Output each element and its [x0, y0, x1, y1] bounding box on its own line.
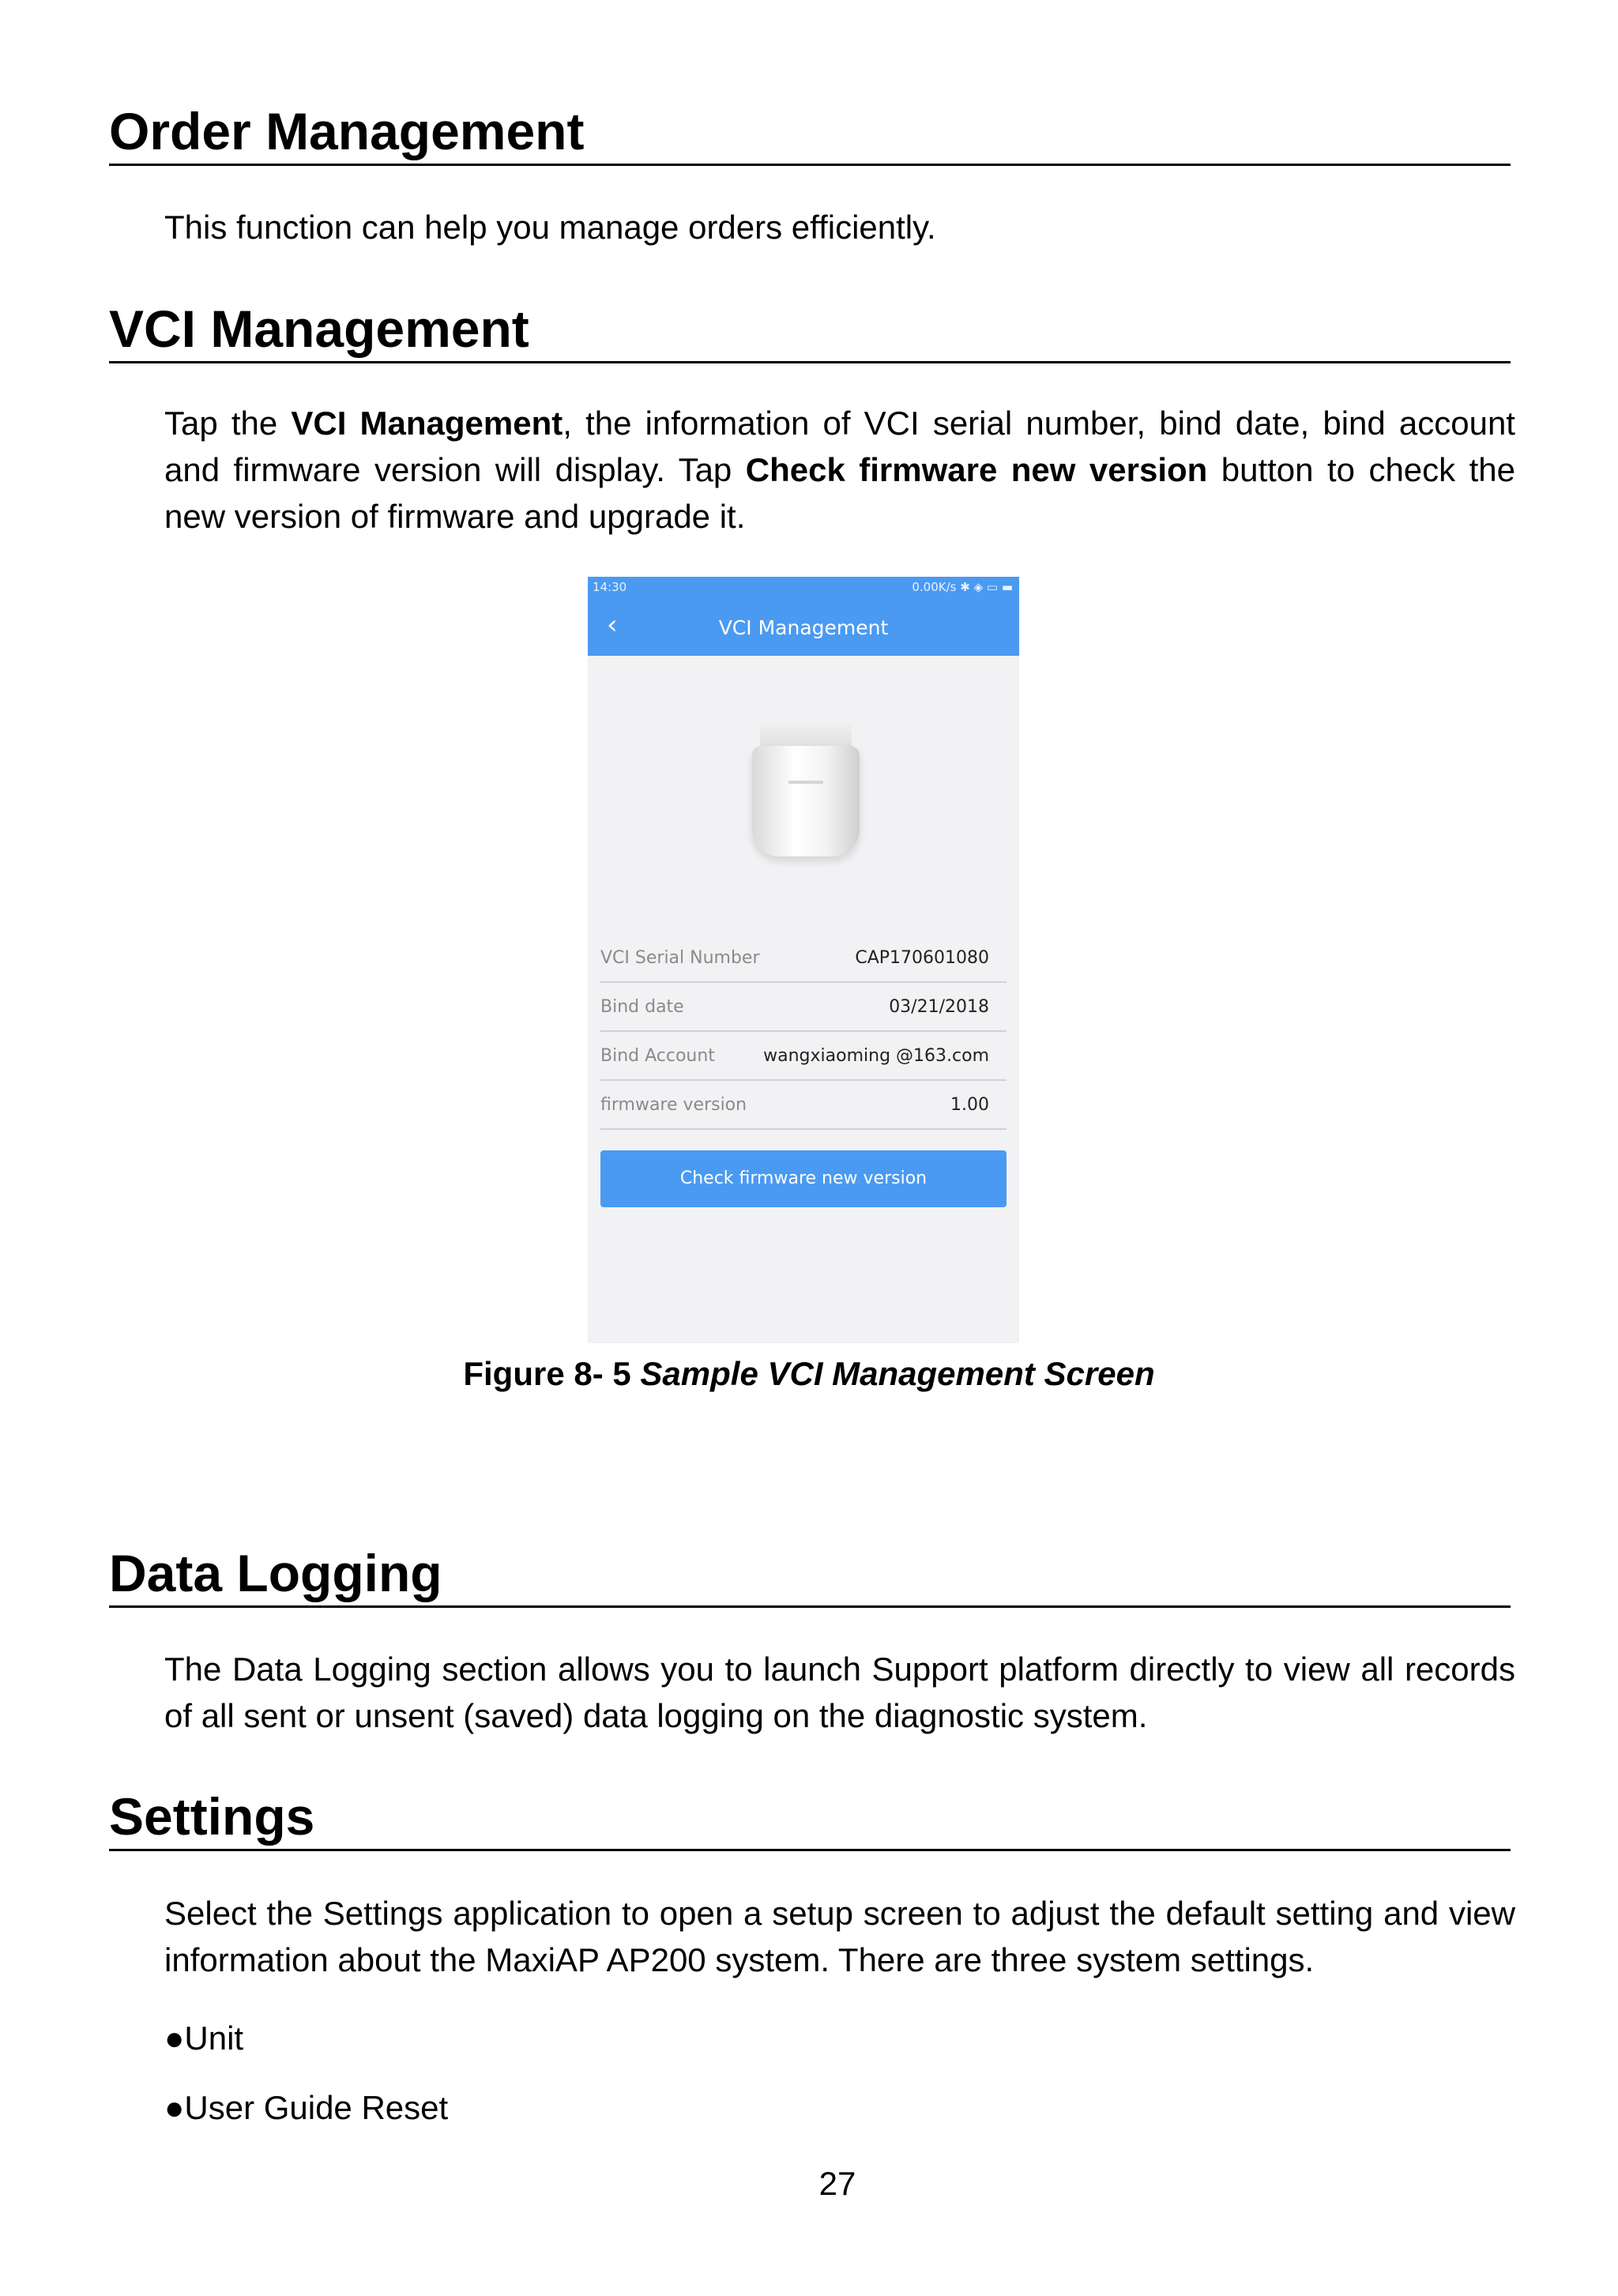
back-arrow-icon[interactable]: ‹	[607, 609, 618, 641]
data-logging-heading: Data Logging	[109, 1545, 1511, 1608]
wifi-icon: ✱ ◈ ▭ ▬	[960, 580, 1013, 594]
row-label: Bind Account	[600, 1046, 715, 1066]
row-label: VCI Serial Number	[600, 948, 760, 968]
figure-caption	[0, 1355, 1618, 1393]
network-speed: 0.00K/s	[912, 580, 957, 594]
status-time: 14:30	[593, 580, 627, 594]
row-value: CAP170601080	[855, 948, 989, 968]
vci-management-body: Tap the VCI Management, the information of VCI serial number, bind date, bind account and firmware version will display. Tap Check firmware new version button to check the new version of firmware and upgrade it.	[164, 405, 1515, 535]
bullet-icon: ●	[164, 2089, 185, 2126]
row-value: wangxiaoming @163.com	[763, 1046, 989, 1066]
row-label: Bind date	[600, 997, 684, 1017]
figure-number: Figure 8- 5	[463, 1355, 631, 1392]
row-bind-account	[600, 1032, 1007, 1081]
list-item: ●Unit	[164, 2019, 244, 2057]
order-management-body: This function can help you manage orders efficiently.	[164, 209, 936, 246]
vci-management-screenshot	[588, 577, 1019, 1343]
check-firmware-button[interactable]: Check firmware new version	[600, 1150, 1007, 1207]
settings-heading: Settings	[109, 1788, 1511, 1851]
screen-title: VCI Management	[718, 616, 889, 639]
row-label: firmware version	[600, 1095, 747, 1115]
vci-management-heading: VCI Management	[109, 300, 1511, 363]
status-indicators	[912, 580, 1013, 594]
page-number: 27	[818, 2165, 856, 2202]
row-value: 03/21/2018	[889, 997, 989, 1017]
row-vci-serial-number	[600, 934, 1007, 983]
row-value: 1.00	[950, 1095, 989, 1115]
order-management-heading: Order Management	[109, 103, 1511, 166]
row-firmware-version	[600, 1081, 1007, 1130]
row-bind-date	[600, 983, 1007, 1032]
list-item: ●User Guide Reset	[164, 2089, 449, 2126]
vci-device-image	[752, 717, 860, 860]
data-logging-body: The Data Logging section allows you to launch Support platform directly to view all records of all sent or unsent (saved) data logging on the diagnostic system.	[164, 1650, 1515, 1734]
bullet-icon: ●	[164, 2019, 185, 2057]
settings-body: Select the Settings application to open a setup screen to adjust the default setting and view information about the MaxiAP AP200 system. There are three system settings.	[164, 1895, 1515, 1978]
figure-title: Sample VCI Management Screen	[640, 1355, 1155, 1392]
app-header	[588, 577, 1019, 656]
